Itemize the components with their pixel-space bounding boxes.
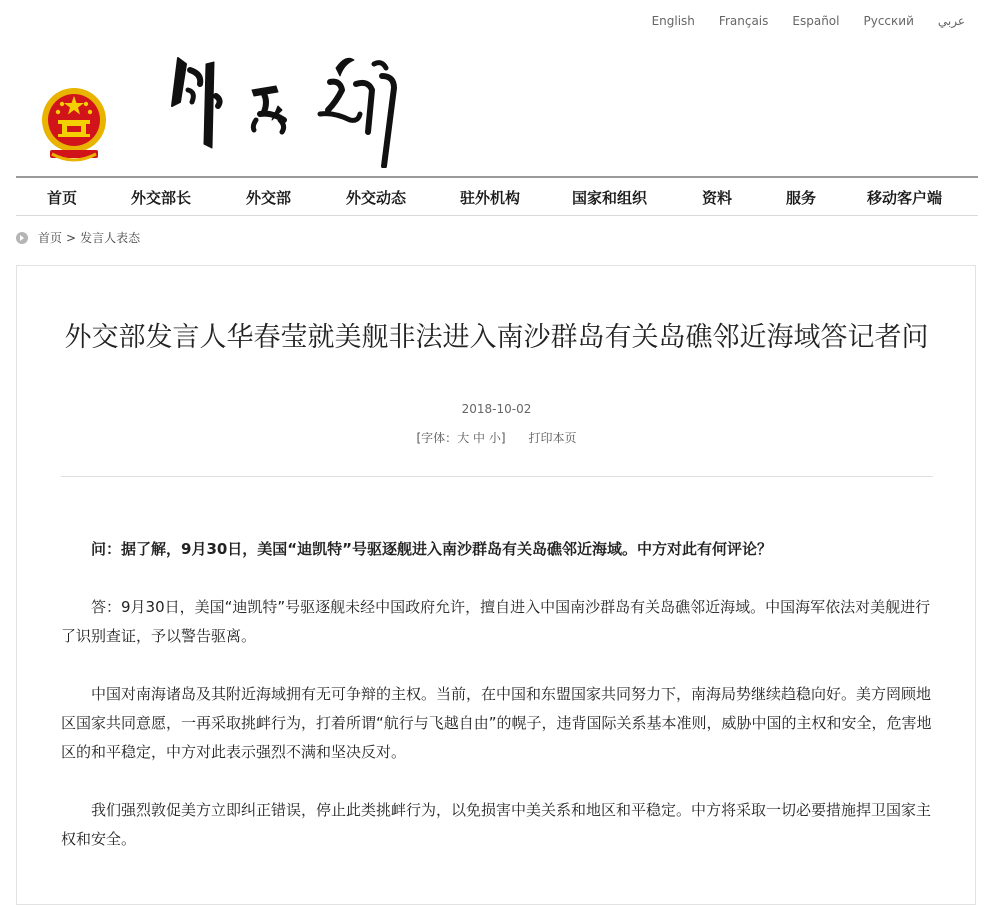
national-emblem-icon[interactable]	[38, 80, 110, 172]
font-size-medium[interactable]: 中	[473, 431, 486, 445]
nav-diplomatic-news[interactable]: 外交动态	[346, 189, 407, 207]
font-size-large[interactable]: 大	[457, 431, 470, 445]
lang-french[interactable]: Français	[718, 14, 769, 28]
article-title: 外交部发言人华春莹就美舰非法进入南沙群岛有关岛礁邻近海域答记者问	[64, 322, 929, 354]
header-divider	[16, 176, 978, 178]
site-header	[0, 30, 993, 175]
nav-foreign-minister[interactable]: 外交部长	[131, 189, 192, 207]
main-nav	[16, 181, 978, 216]
lang-arabic[interactable]: عربي	[937, 14, 965, 28]
language-switcher	[652, 14, 965, 28]
nav-mobile-client[interactable]: 移动客户端	[867, 189, 943, 207]
article-body	[61, 535, 933, 883]
circle-arrow-icon	[16, 232, 28, 244]
nav-home[interactable]: 首页	[47, 189, 78, 207]
font-size-small[interactable]: 小	[488, 431, 501, 445]
nav-resources[interactable]: 资料	[702, 189, 733, 207]
article-paragraph: 我们强烈敦促美方立即纠正错误，停止此类挑衅行为，以免损害中美关系和地区和平稳定。中方将采取一切必要措施捍卫国家主权和安全。	[61, 801, 932, 848]
ministry-calligraphy-logo[interactable]	[160, 40, 420, 168]
font-size-close: ]	[500, 431, 506, 445]
lang-russian[interactable]: Русский	[863, 14, 914, 28]
breadcrumb-home[interactable]: 首页	[38, 231, 63, 245]
article-paragraph: 答：9月30日，美国“迪凯特”号驱逐舰未经中国政府允许，擅自进入中国南沙群岛有关岛礁邻近海域。中国海军依法对美舰进行了识别查证，予以警告驱离。	[61, 598, 931, 645]
nav-countries-organizations[interactable]: 国家和组织	[572, 189, 648, 207]
breadcrumb	[16, 229, 140, 246]
article-paragraph: 中国对南海诸岛及其附近海域拥有无可争辩的主权。当前，在中国和东盟国家共同努力下，南海局势继续趋稳向好。美方罔顾地区国家共同意愿，一再采取挑衅行为，打着所谓“航行与飞越自由”的幌子，违背国际关系基本准则，威胁中国的主权和安全，危害地区的和平稳定，中方对此表示强烈不满和坚决反对。	[61, 685, 932, 761]
font-size-label: [字体：	[416, 431, 458, 445]
lang-english[interactable]: English	[651, 14, 695, 28]
nav-missions-abroad[interactable]: 驻外机构	[460, 189, 521, 207]
breadcrumb-separator: >	[66, 230, 77, 245]
article-date: 2018-10-02	[461, 402, 532, 416]
nav-services[interactable]: 服务	[786, 189, 817, 207]
article-paragraph-question: 问：据了解，9月30日，美国“迪凯特”号驱逐舰进入南沙群岛有关岛礁邻近海域。中方对此有何评论？	[91, 540, 773, 558]
nav-ministry[interactable]: 外交部	[246, 189, 292, 207]
breadcrumb-section[interactable]: 发言人表态	[80, 231, 141, 245]
article-tools	[0, 429, 993, 446]
article-divider	[61, 476, 933, 477]
print-page-link[interactable]: 打印本页	[528, 431, 577, 445]
lang-spanish[interactable]: Español	[792, 14, 840, 28]
